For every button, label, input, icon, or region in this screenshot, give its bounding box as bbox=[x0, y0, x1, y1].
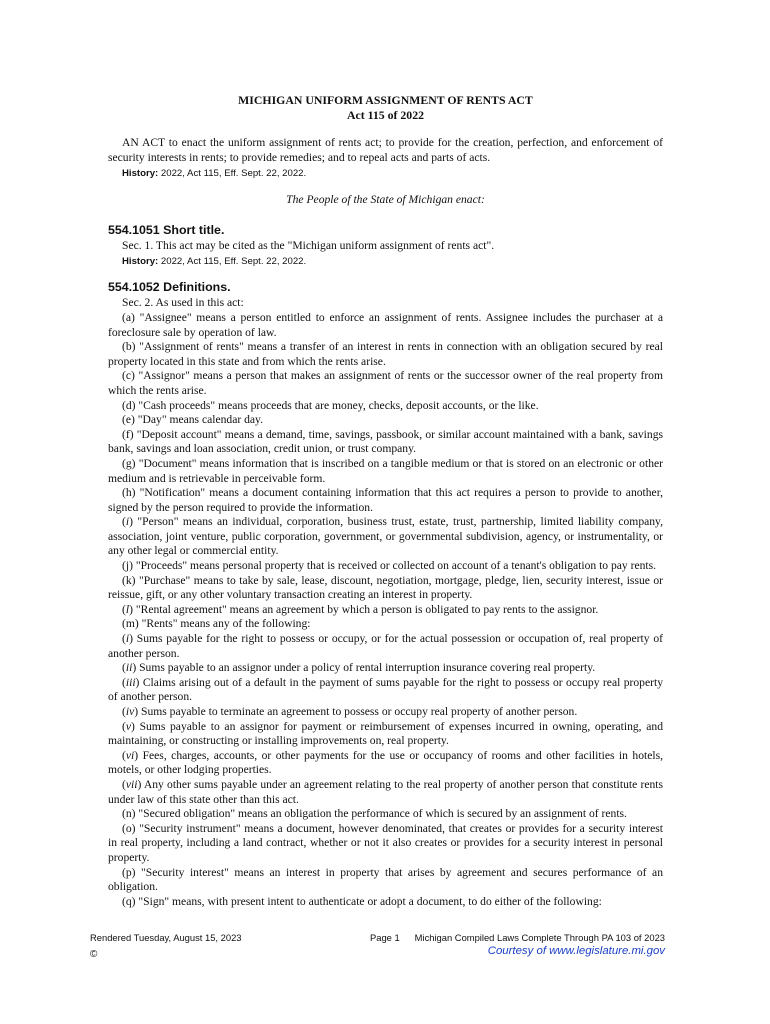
compiled-through: Michigan Compiled Laws Complete Through PA 103 of 2023 bbox=[414, 932, 665, 943]
history-label: History: bbox=[122, 256, 159, 268]
section-paragraph: (c) "Assignor" means a person that makes an assignment of rents or the successor owner of the real property from which the rents arise. bbox=[108, 369, 663, 397]
section-paragraph: (n) "Secured obligation" means an obligation the performance of which is secured by an assignment of rents. bbox=[122, 807, 627, 821]
section-paragraph: (iii) Claims arising out of a default in the payment of sums payable for the right to possess or occupy real property of another person. bbox=[108, 675, 663, 704]
section-paragraph: (g) "Document" means information that is inscribed on a tangible medium or that is stored on an electronic or other medium and is retrievable in perceivable form. bbox=[108, 456, 663, 485]
section-paragraph: (p) "Security interest" means an interest in property that arises by agreement and secures performance of an obligation. bbox=[108, 865, 663, 894]
preamble-history bbox=[122, 167, 663, 180]
sections-container bbox=[108, 223, 663, 910]
enacting-clause: The People of the State of Michigan enact: bbox=[286, 193, 485, 207]
section-paragraph: (l) "Rental agreement" means an agreement by which a person is obligated to pay rents to the assignor. bbox=[122, 602, 599, 616]
section-paragraph: (o) "Security instrument" means a document, however denominated, that creates or provides for a security interest in real property, including a land contract, whether or not it also creates or provides for a security interest in personal property. bbox=[108, 821, 663, 864]
preamble-text: AN ACT to enact the uniform assignment of rents act; to provide for the creation, perfection, and enforcement of security interests in rents; to provide remedies; and to repeal acts and parts of acts. bbox=[108, 136, 663, 164]
section-paragraph: (v) Sums payable to an assignor for payment or reimbursement of expenses incurred in owning, operating, and maintaining, or constructing or installing improvements on, real property. bbox=[108, 719, 663, 748]
section-paragraph: (ii) Sums payable to an assignor under a policy of rental interruption insurance covering real property. bbox=[122, 661, 596, 675]
section-paragraph: (i) Sums payable for the right to possess or occupy, or for the actual possession or occupation of, real property of another person. bbox=[108, 632, 663, 660]
section-paragraph: (vi) Fees, charges, accounts, or other payments for the use or occupancy of rooms and other facilities in hotels, motels, or other lodging properties. bbox=[108, 748, 663, 777]
section-paragraph: (a) "Assignee" means a person entitled to enforce an assignment of rents. Assignee includes the purchaser at a foreclosure sale by operation of law. bbox=[108, 310, 663, 339]
page-number: Page 1 bbox=[370, 932, 400, 943]
rendered-date: Rendered Tuesday, August 15, 2023 bbox=[90, 932, 242, 943]
history-text: 2022, Act 115, Eff. Sept. 22, 2022. bbox=[158, 168, 307, 180]
section-paragraph: (m) "Rents" means any of the following: bbox=[122, 617, 311, 631]
courtesy-link[interactable]: Courtesy of www.legislature.mi.gov bbox=[487, 945, 665, 957]
act-title: MICHIGAN UNIFORM ASSIGNMENT OF RENTS ACT bbox=[238, 93, 533, 107]
section-paragraph: (q) "Sign" means, with present intent to authenticate or adopt a document, to do either of the following: bbox=[122, 894, 602, 908]
section-paragraph: (d) "Cash proceeds" means proceeds that are money, checks, deposit accounts, or the like. bbox=[122, 398, 539, 412]
copyright-symbol: © bbox=[90, 949, 98, 960]
section-paragraph: (i) "Person" means an individual, corporation, business trust, estate, trust, partnership, limited liability company, association, joint venture, public corporation, government, or governmental subdivision, agency, or instrumentality, or any other legal or commercial entity. bbox=[108, 515, 663, 558]
section-paragraph: (vii) Any other sums payable under an agreement relating to the real property of another person that constitute rents under law of this state other than this act. bbox=[108, 777, 663, 806]
history-text: 2022, Act 115, Eff. Sept. 22, 2022. bbox=[158, 256, 307, 268]
section-paragraph: Sec. 2. As used in this act: bbox=[122, 296, 244, 310]
section-paragraph: Sec. 1. This act may be cited as the "Michigan uniform assignment of rents act". bbox=[122, 238, 495, 252]
section-paragraph: (j) "Proceeds" means personal property that is received or collected on account of a tenant's obligation to pay rents. bbox=[122, 559, 657, 573]
section-history bbox=[122, 255, 663, 268]
history-label: History: bbox=[122, 168, 159, 180]
section-paragraph: (k) "Purchase" means to take by sale, lease, discount, negotiation, mortgage, pledge, lien, security interest, issue or reissue, gift, or any other voluntary transaction creating an interest in property. bbox=[108, 573, 663, 602]
section-paragraph: (iv) Sums payable to terminate an agreement to possess or occupy real property of another person. bbox=[122, 705, 578, 718]
section-paragraph: (e) "Day" means calendar day. bbox=[122, 413, 264, 427]
section-heading: 554.1051 Short title. bbox=[108, 222, 225, 237]
section-paragraph: (b) "Assignment of rents" means a transfer of an interest in rents in connection with an obligation secured by real property located in this state and from which the rents arise. bbox=[108, 340, 663, 368]
section-paragraph: (f) "Deposit account" means a demand, time, savings, passbook, or similar account maintained with a bank, savings bank, savings and loan association, credit union, or trust company. bbox=[108, 427, 663, 456]
section-heading: 554.1052 Definitions. bbox=[108, 280, 231, 295]
act-number: Act 115 of 2022 bbox=[347, 108, 424, 122]
document-body bbox=[108, 93, 663, 909]
section-paragraph: (h) "Notification" means a document containing information that this act requires a person to provide to another, signed by the person required to provide the information. bbox=[108, 486, 663, 514]
